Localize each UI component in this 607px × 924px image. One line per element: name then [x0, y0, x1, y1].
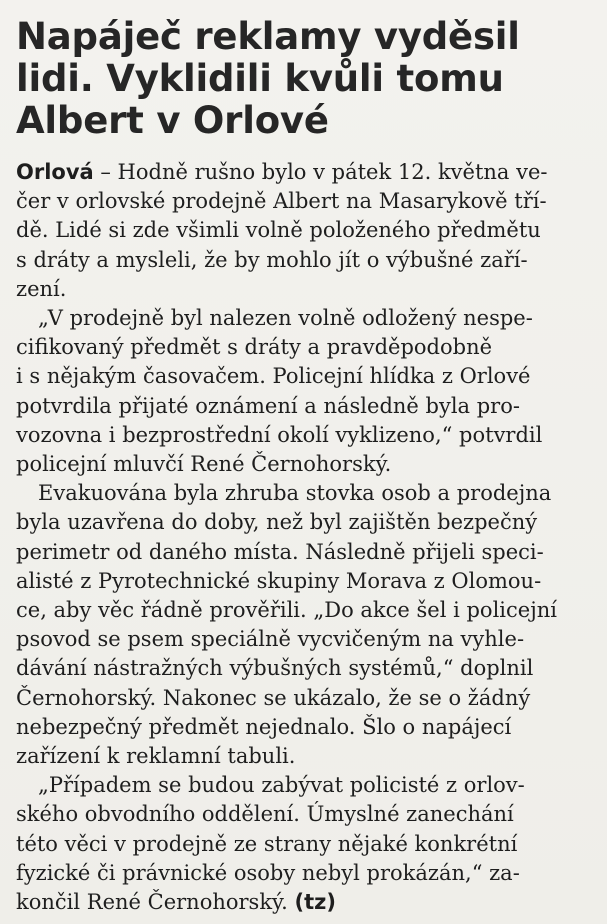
text-line: cifikovaný předmět s dráty a pravděpodobně	[16, 335, 493, 360]
text-line-start: končil René Černohorský.	[16, 890, 295, 915]
text-line: dě. Lidé si zde všimli volně položeného předmětu	[16, 218, 541, 243]
text-line: zařízení k reklamní tabuli.	[16, 744, 296, 769]
text-line: perimetr od daného místa. Následně přijeli speci-	[16, 539, 544, 564]
headline-line: Napáječ reklamy vyděsil	[16, 15, 520, 58]
text-line: fyzické či právnické osoby nebyl prokázán,“ za-	[16, 860, 520, 885]
headline-line: lidi. Vyklidili kvůli tomu	[16, 57, 504, 100]
article-headline	[16, 16, 593, 142]
text-line-rest: – Hodně rušno bylo v pátek 12. května ve-	[93, 160, 548, 184]
text-line: vozovna i bezprostřední okolí vyklizeno,“ potvrdil	[16, 422, 543, 447]
headline-line: Albert v Orlové	[16, 99, 329, 142]
text-line: ského obvodního oddělení. Úmyslné zanechání	[16, 802, 514, 827]
byline: (tz)	[294, 890, 336, 915]
article-paragraph	[16, 158, 593, 304]
text-line: této věci v prodejně ze strany nějaké konkrétní	[16, 831, 518, 856]
text-line: „V prodejně byl nalezen volně odložený nespe-	[38, 306, 533, 331]
text-line: dávání nástražných výbušných systémů,“ doplnil	[16, 656, 534, 681]
text-line: policejní mluvčí René Černohorský.	[16, 452, 392, 477]
text-line: ce, aby věc řádně prověřili. „Do akce šel i policejní	[16, 598, 557, 623]
text-line: byla uzavřena do doby, než byl zajištěn bezpečný	[16, 510, 538, 535]
text-line: čer v orlovské prodejně Albert na Masarykově tří-	[16, 189, 547, 214]
text-line	[16, 888, 593, 917]
text-line	[16, 158, 593, 187]
text-line: zení.	[16, 276, 67, 301]
article-paragraph	[16, 771, 593, 917]
text-line: „Případem se budou zabývat policisté z orlov-	[38, 773, 525, 798]
text-line: potvrdila přijaté oznámení a následně byla pro-	[16, 393, 520, 418]
text-line: nebezpečný předmět nejednalo. Šlo o napájecí	[16, 714, 512, 739]
text-line: Černohorský. Nakonec se ukázalo, že se o žádný	[16, 685, 531, 710]
text-line: i s nějakým časovačem. Policejní hlídka z Orlové	[16, 364, 531, 389]
text-line: s dráty a mysleli, že by mohlo jít o výbušné zaří-	[16, 247, 528, 272]
text-line: alisté z Pyrotechnické skupiny Morava z Olomou-	[16, 568, 542, 593]
article-body	[16, 158, 593, 917]
dateline: Orlová	[16, 160, 94, 184]
text-line: psovod se psem speciálně vycvičeným na vyhle-	[16, 627, 525, 652]
article-paragraph	[16, 304, 593, 479]
text-line: Evakuována byla zhruba stovka osob a prodejna	[38, 481, 552, 506]
article-paragraph	[16, 479, 593, 771]
